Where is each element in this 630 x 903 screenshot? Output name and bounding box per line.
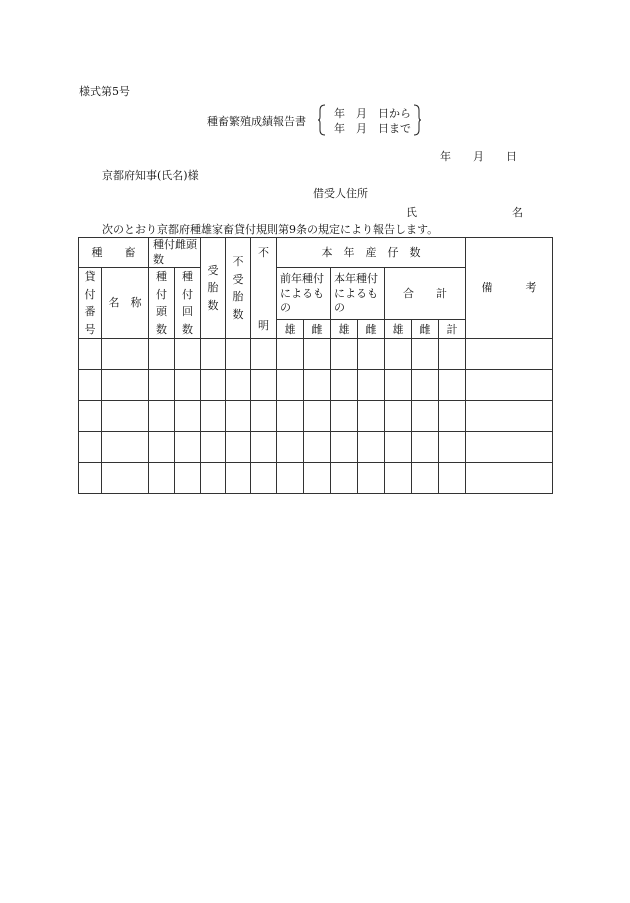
intro-text: 次のとおり京都府種雄家畜貸付規則第9条の規定により報告します。 — [102, 223, 439, 236]
entry-cell[interactable] — [358, 463, 385, 494]
entry-cell[interactable] — [385, 401, 412, 432]
entry-cell[interactable] — [412, 339, 439, 370]
data-rows — [79, 339, 553, 494]
entry-cell[interactable] — [466, 463, 553, 494]
entry-cell[interactable] — [439, 463, 466, 494]
header-by-previous-year: 前年種付によるもの — [277, 268, 331, 320]
entry-cell[interactable] — [251, 370, 277, 401]
entry-cell[interactable] — [226, 401, 251, 432]
entry-cell[interactable] — [385, 339, 412, 370]
entry-cell[interactable] — [201, 370, 226, 401]
entry-cell[interactable] — [102, 463, 149, 494]
header-mating-count: 種付回数 — [175, 268, 201, 339]
entry-cell[interactable] — [79, 339, 102, 370]
entry-cell[interactable] — [466, 401, 553, 432]
entry-cell[interactable] — [466, 339, 553, 370]
entry-cell[interactable] — [102, 432, 149, 463]
entry-cell[interactable] — [79, 463, 102, 494]
entry-cell[interactable] — [149, 432, 175, 463]
header-female-this: 雌 — [358, 320, 385, 339]
entry-cell[interactable] — [149, 370, 175, 401]
table-row — [79, 339, 553, 370]
entry-cell[interactable] — [175, 339, 201, 370]
right-bracket-icon — [413, 104, 421, 136]
entry-cell[interactable] — [304, 401, 331, 432]
header-breed: 種 畜 — [79, 238, 149, 268]
entry-cell[interactable] — [277, 339, 304, 370]
entry-cell[interactable] — [358, 370, 385, 401]
form-number: 様式第5号 — [79, 85, 130, 98]
entry-cell[interactable] — [304, 370, 331, 401]
header-total: 合 計 — [385, 268, 466, 320]
addressee: 京都府知事(氏名)様 — [102, 169, 199, 182]
entry-cell[interactable] — [226, 370, 251, 401]
name-label-given: 名 — [512, 206, 523, 219]
entry-cell[interactable] — [149, 463, 175, 494]
report-table — [78, 237, 553, 494]
entry-cell[interactable] — [251, 401, 277, 432]
header-sum: 計 — [439, 320, 466, 339]
entry-cell[interactable] — [226, 339, 251, 370]
header-not-conceived: 不受胎数 — [226, 238, 251, 339]
entry-cell[interactable] — [175, 432, 201, 463]
entry-cell[interactable] — [79, 432, 102, 463]
left-bracket-icon — [318, 104, 326, 136]
header-female-total: 雌 — [412, 320, 439, 339]
header-conceived: 受胎数 — [201, 238, 226, 339]
header-male-prev: 雄 — [277, 320, 304, 339]
borrower-address-label: 借受人住所 — [313, 187, 368, 200]
entry-cell[interactable] — [79, 370, 102, 401]
entry-cell[interactable] — [304, 432, 331, 463]
entry-cell[interactable] — [385, 432, 412, 463]
entry-cell[interactable] — [277, 463, 304, 494]
entry-cell[interactable] — [149, 339, 175, 370]
table-row — [79, 370, 553, 401]
entry-cell[interactable] — [412, 401, 439, 432]
name-label-family: 氏 — [406, 206, 417, 219]
entry-cell[interactable] — [277, 401, 304, 432]
header-remarks: 備 考 — [466, 238, 553, 339]
entry-cell[interactable] — [358, 432, 385, 463]
entry-cell[interactable] — [466, 370, 553, 401]
period-to: 年 月 日まで — [334, 122, 411, 135]
header-female-prev: 雌 — [304, 320, 331, 339]
entry-cell[interactable] — [201, 463, 226, 494]
entry-cell[interactable] — [412, 370, 439, 401]
header-births-this-year: 本 年 産 仔 数 — [277, 238, 466, 268]
entry-cell[interactable] — [331, 370, 358, 401]
table-row — [79, 463, 553, 494]
entry-cell[interactable] — [331, 463, 358, 494]
header-loan-number: 貸付番号 — [79, 268, 102, 339]
entry-cell[interactable] — [175, 463, 201, 494]
entry-cell[interactable] — [412, 432, 439, 463]
table-row — [79, 432, 553, 463]
entry-cell[interactable] — [201, 432, 226, 463]
entry-cell[interactable] — [226, 432, 251, 463]
entry-cell[interactable] — [385, 463, 412, 494]
entry-cell[interactable] — [358, 339, 385, 370]
entry-cell[interactable] — [331, 401, 358, 432]
entry-cell[interactable] — [175, 370, 201, 401]
entry-cell[interactable] — [439, 339, 466, 370]
entry-cell[interactable] — [385, 370, 412, 401]
header-name: 名 称 — [102, 268, 149, 339]
entry-cell[interactable] — [412, 463, 439, 494]
header-mated-head-count: 種付頭数 — [149, 268, 175, 339]
header-male-this: 雄 — [331, 320, 358, 339]
entry-cell[interactable] — [79, 401, 102, 432]
entry-cell[interactable] — [102, 339, 149, 370]
entry-cell[interactable] — [331, 432, 358, 463]
entry-cell[interactable] — [304, 463, 331, 494]
entry-cell[interactable] — [226, 463, 251, 494]
header-by-this-year: 本年種付によるもの — [331, 268, 385, 320]
entry-cell[interactable] — [175, 401, 201, 432]
header-mated-heads: 種付雌頭数 — [149, 238, 201, 268]
table-row — [79, 401, 553, 432]
entry-cell[interactable] — [439, 370, 466, 401]
header-male-total: 雄 — [385, 320, 412, 339]
entry-cell[interactable] — [251, 432, 277, 463]
entry-cell[interactable] — [149, 401, 175, 432]
entry-cell[interactable] — [439, 432, 466, 463]
entry-cell[interactable] — [277, 370, 304, 401]
entry-cell[interactable] — [466, 432, 553, 463]
header-unknown: 不 明 — [251, 238, 277, 339]
report-date: 年 月 日 — [440, 150, 517, 163]
entry-cell[interactable] — [102, 401, 149, 432]
entry-cell[interactable] — [331, 339, 358, 370]
entry-cell[interactable] — [102, 370, 149, 401]
entry-cell[interactable] — [251, 339, 277, 370]
entry-cell[interactable] — [277, 432, 304, 463]
entry-cell[interactable] — [304, 339, 331, 370]
entry-cell[interactable] — [358, 401, 385, 432]
entry-cell[interactable] — [201, 401, 226, 432]
period-from: 年 月 日から — [334, 107, 411, 120]
entry-cell[interactable] — [251, 463, 277, 494]
report-title: 種畜繁殖成績報告書 — [207, 115, 306, 128]
entry-cell[interactable] — [439, 401, 466, 432]
entry-cell[interactable] — [201, 339, 226, 370]
